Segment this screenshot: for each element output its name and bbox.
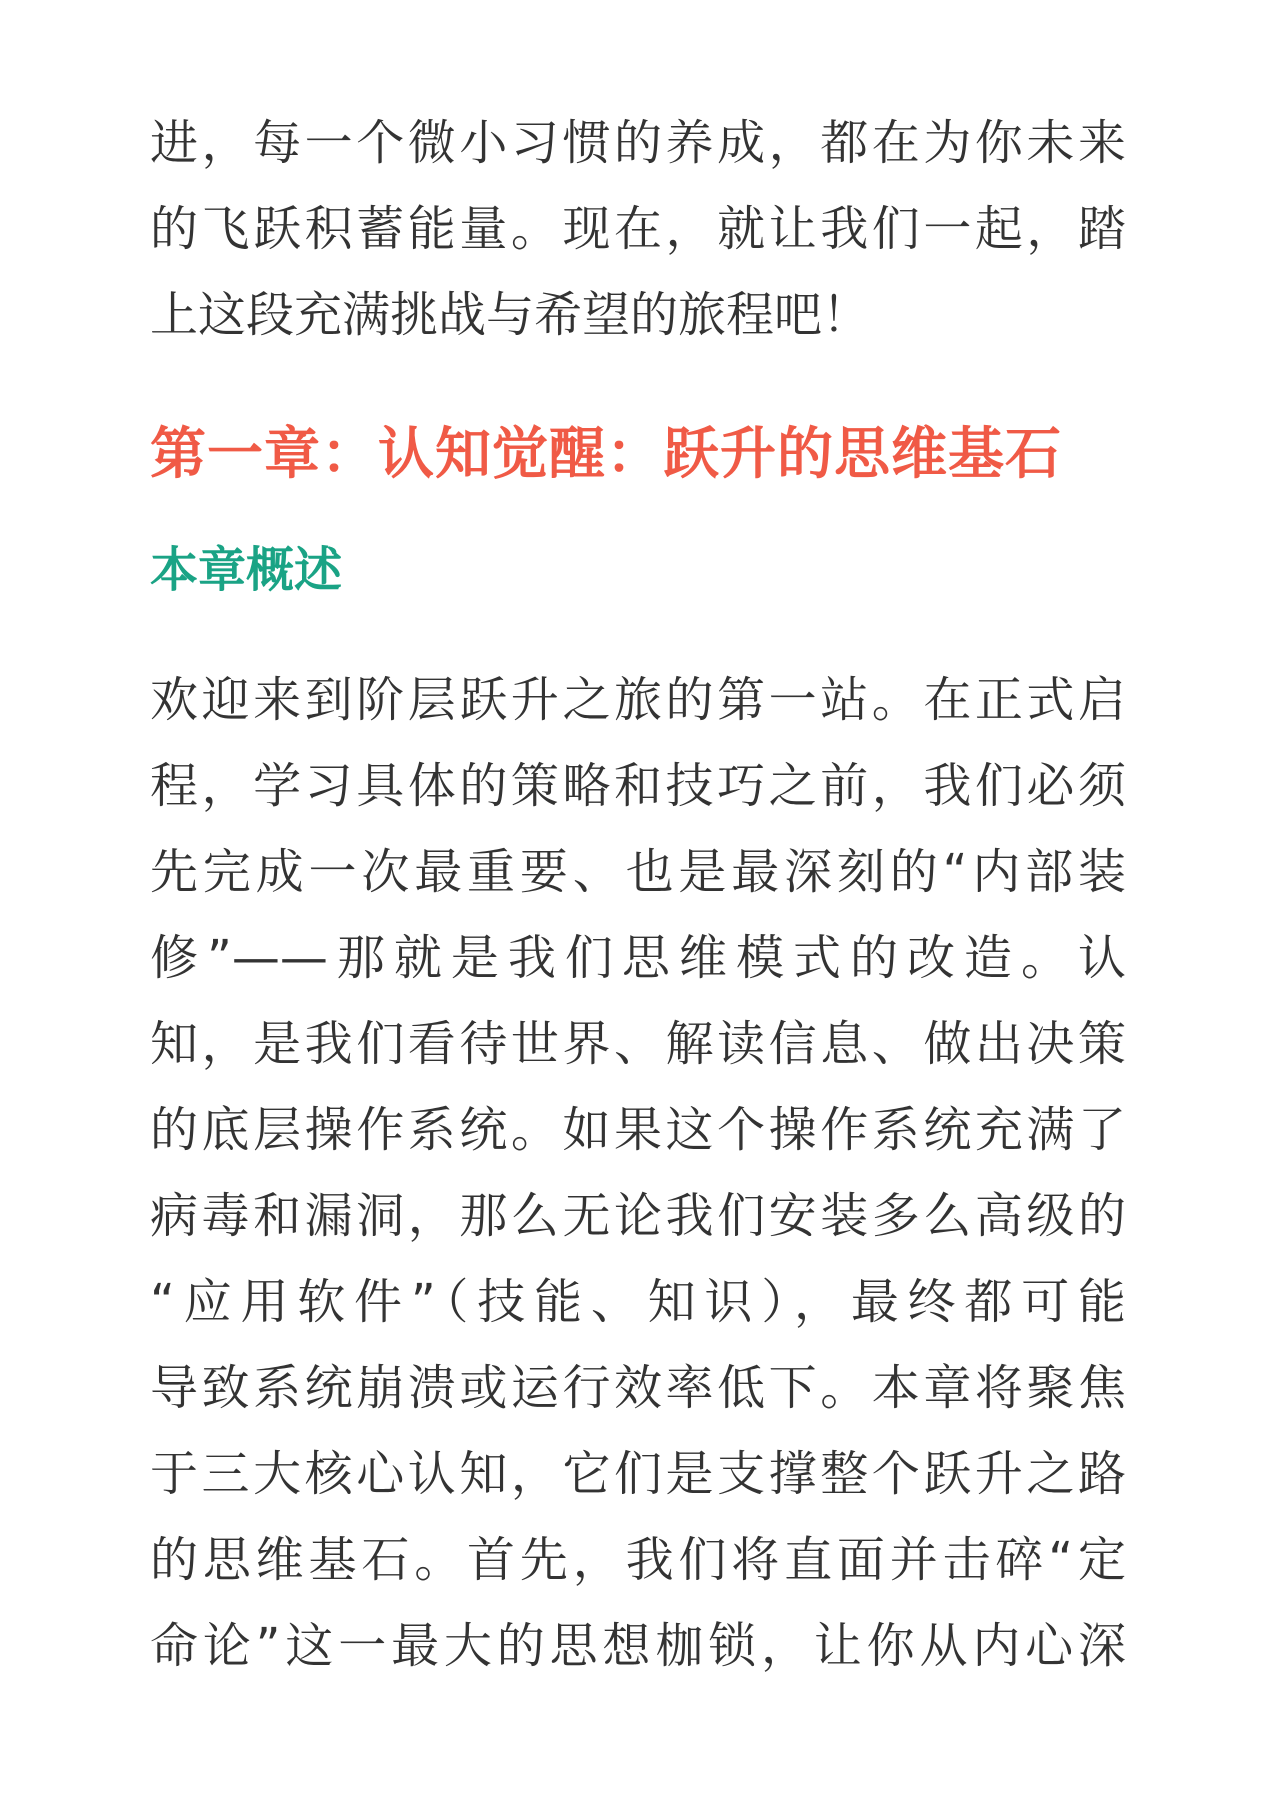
body-paragraph-line: 导致系统崩溃或运行效率低下。本章将聚焦 — [150, 1360, 1126, 1416]
body-paragraph-line: 的思维基石。首先，我们将直面并击碎“定 — [150, 1532, 1126, 1588]
body-paragraph-line: 修”——那就是我们思维模式的改造。认 — [150, 930, 1126, 986]
body-paragraph-line: 先完成一次最重要、也是最深刻的“内部装 — [150, 844, 1126, 900]
body-paragraph-line: 于三大核心认知，它们是支撑整个跃升之路 — [150, 1446, 1126, 1502]
intro-paragraph-line: 进，每一个微小习惯的养成，都在为你未来 — [150, 115, 1126, 171]
body-paragraph-line: “应用软件”（技能、知识），最终都可能 — [150, 1274, 1126, 1330]
section-title: 本章概述 — [150, 542, 343, 598]
body-paragraph-line: 命论”这一最大的思想枷锁，让你从内心深 — [150, 1618, 1126, 1674]
body-paragraph-line: 欢迎来到阶层跃升之旅的第一站。在正式启 — [150, 672, 1126, 728]
body-paragraph-line: 的底层操作系统。如果这个操作系统充满了 — [150, 1102, 1126, 1158]
body-paragraph-line: 知，是我们看待世界、解读信息、做出决策 — [150, 1016, 1126, 1072]
chapter-title: 第一章：认知觉醒：跃升的思维基石 — [150, 422, 1062, 487]
intro-paragraph-line: 的飞跃积蓄能量。现在，就让我们一起，踏 — [150, 201, 1126, 257]
body-paragraph-line: 病毒和漏洞，那么无论我们安装多么高级的 — [150, 1188, 1126, 1244]
intro-paragraph-line: 上这段充满挑战与希望的旅程吧！ — [150, 287, 871, 343]
body-paragraph-line: 程，学习具体的策略和技巧之前，我们必须 — [150, 758, 1126, 814]
